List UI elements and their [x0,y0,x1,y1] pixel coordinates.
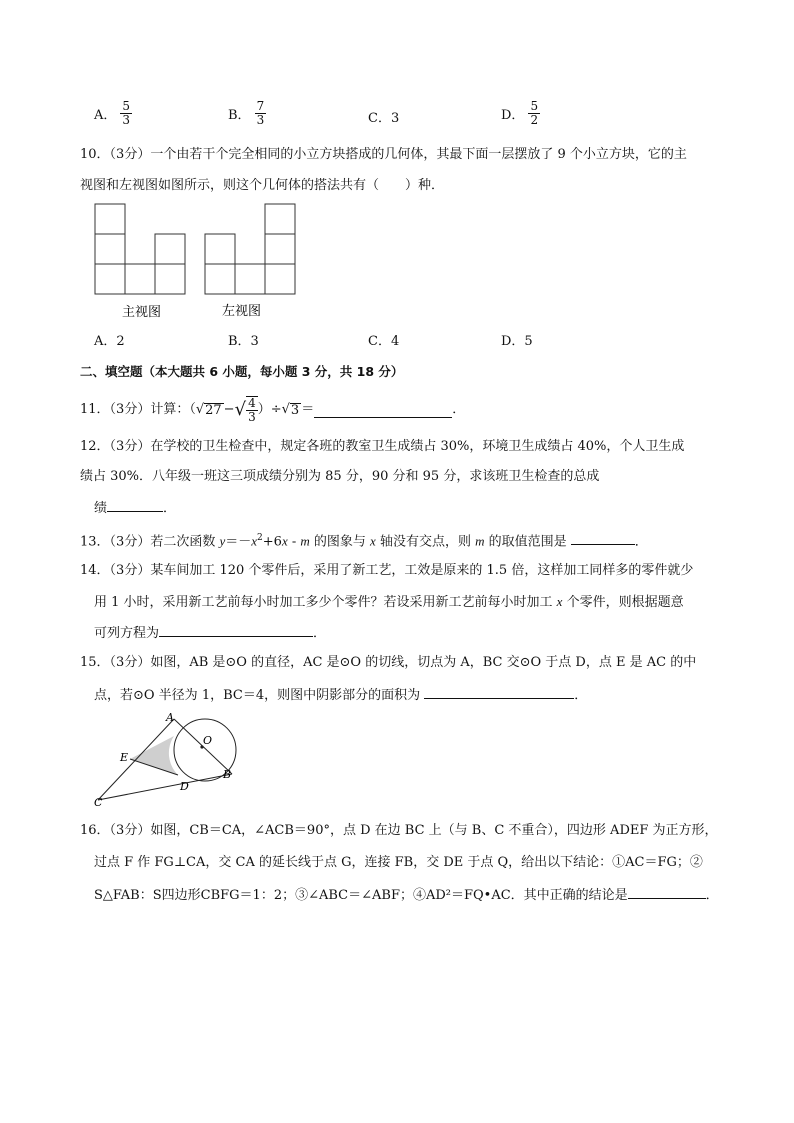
front-view [95,204,185,294]
section-2-title: 二、填空题（本大题共 6 小题，每小题 3 分，共 18 分） [80,364,404,379]
q10-line-1: 10．（3分）一个由若干个完全相同的小立方块搭成的几何体，其最下面一层摆放了 9 个小立方块，它的主 [80,147,687,162]
label-e: E [120,751,129,764]
q9-option-b-fraction [255,100,267,127]
front-view-label: 主视图 [122,305,162,320]
q10-figure [92,202,302,324]
q16-answer-blank[interactable] [628,884,706,899]
q9-option-b [228,100,266,127]
q15-line-2 [94,684,734,706]
label-b: B [223,768,232,781]
q14-answer-blank[interactable] [159,622,313,637]
q13-text: 轴没有交点，则 [375,534,476,550]
q9-option-d-num: 5 [530,99,539,113]
q13-text: - [287,534,301,550]
q12-answer-blank[interactable] [107,497,163,512]
sqrt-sign: √ [234,399,247,420]
q15-text: 点，若⊙O 半径为 1，BC＝4，则图中阴影部分的面积为 [94,688,425,703]
q13-text: 的取值范围是 [484,534,571,550]
q13-answer-blank[interactable] [571,530,635,545]
q13-var-m: m [475,533,485,549]
q9-option-b-num: 7 [256,99,265,113]
q9-option-c [368,107,399,126]
q9-options [94,100,714,130]
sqrt-sign: √ [281,402,290,417]
q14-line-1: 14．（3分）某车间加工 120 个零件后，采用了新工艺，工效是原来的 1.5 倍，这样加工同样多的零件就少 [80,563,694,578]
q13-text: 的图象与 [309,534,371,550]
q13-var-x: x [251,533,258,549]
q12-end: ． [163,501,177,516]
q16-text: S△FAB：S四边形CBFG＝1：2；③∠ABC＝∠ABF；④AD²＝FQ•AC．其中正确的结论是 [94,888,628,903]
q12-line-3 [94,497,734,519]
q11-eq: ＝ [301,402,315,417]
shaded-region [130,736,178,775]
q11-frac-num: 4 [248,396,256,410]
q14-line-2 [94,592,734,613]
q11-fraction [246,396,258,424]
q13-var-x: x [281,533,288,549]
q16-line-3 [94,884,734,906]
label-a: A [166,711,174,724]
q16-line-2: 过点 F 作 FG⊥CA，交 CA 的延长线于点 G，连接 FB，交 DE 于点 Q，给出以下结论：①AC＝FG；② [94,855,703,870]
q14-line-3 [94,622,734,644]
q10-options [94,330,714,360]
q15-end: ． [574,688,588,703]
q16-end: ． [705,888,719,903]
q11-sqrt3: 3 [290,402,300,418]
q14-end: ． [313,626,327,641]
q15-figure [90,710,250,810]
q10-line-2: 视图和左视图如图所示，则这个几何体的搭法共有（ ）种． [80,178,445,193]
q9-option-a-label: A． [94,108,117,123]
q13-text: 13．（3分）若二次函数 [80,534,220,550]
q12-line-3-text: 绩 [94,501,108,516]
left-view [205,204,295,294]
q13-end: ． [634,534,648,550]
q14-text: 用 1 小时，采用新工艺前每小时加工多少个零件？若设采用新工艺前每小时加工 [94,595,557,610]
q11-prefix: 11．（3分）计算：（ [80,402,196,417]
q14-var-x: x [556,594,563,609]
q13-var-y: y [219,533,226,549]
q13-text: ＝－ [225,534,252,550]
left-view-label: 左视图 [222,304,262,319]
label-o: O [203,734,213,747]
q10-option-a: A．2 [94,334,125,349]
q15-answer-blank[interactable] [424,684,574,699]
q10-option-b: B．3 [228,334,259,349]
q9-option-c-label: C．3 [368,111,400,126]
q10-option-d: D．5 [501,334,533,349]
q9-option-d-label: D． [501,108,525,123]
q9-option-d-fraction [528,100,540,127]
q11-line [80,396,720,424]
q11-end: ． [452,402,466,417]
q13-var-m: m [300,533,310,549]
q10-option-c: C．4 [368,334,400,349]
q11-mid: ）÷ [257,402,282,417]
q16-line-1: 16．（3分）如图，CB＝CA，∠ACB＝90°，点 D 在边 BC 上（与 B、C 不重合），四边形 ADEF 为正方形， [80,823,718,838]
q14-text: 可列方程为 [94,626,160,641]
q11-answer-blank[interactable] [314,403,452,418]
q9-option-b-den: 3 [256,113,265,127]
q13-text: +6 [262,534,282,550]
q15-line-1: 15．（3分）如图，AB 是⊙O 的直径，AC 是⊙O 的切线，切点为 A，BC 交⊙O 于点 D，点 E 是 AC 的中 [80,655,697,670]
q13-line [80,528,720,552]
q12-line-1: 12．（3分）在学校的卫生检查中，规定各班的教室卫生成绩占 30%，环境卫生成绩占 40%，个人卫生成 [80,439,685,454]
sqrt-sign: √ [195,402,205,417]
q12-line-2: 绩占 30%．八年级一班这三项成绩分别为 85 分，90 分和 95 分，求该班卫生检查的总成 [80,469,600,484]
q9-option-a-fraction [120,100,132,127]
q9-option-a [94,100,132,127]
label-c: C [94,796,103,809]
q13-var-x: x [370,533,376,549]
q9-option-d [501,100,540,127]
q11-sqrt27: 27 [205,402,222,418]
label-d: D [180,780,189,793]
q9-option-a-num: 5 [122,99,131,113]
q14-text: 个零件，则根据题意 [562,595,684,610]
q9-option-a-den: 3 [122,113,131,127]
q11-frac-den: 3 [248,410,256,424]
q9-option-d-den: 2 [530,113,539,127]
q11-minus: − [223,402,235,417]
q13-exponent: 2 [257,533,263,543]
q9-option-b-label: B． [228,108,251,123]
